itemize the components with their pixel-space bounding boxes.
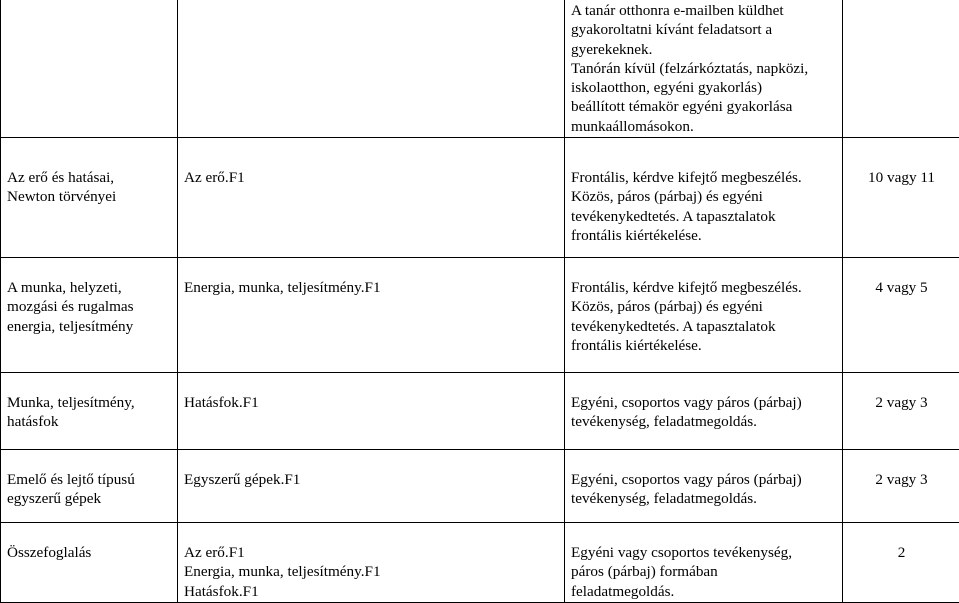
topic-cell	[1, 450, 178, 523]
cell-line: tevékenykedtetés. A tapasztalatok	[571, 207, 836, 226]
method-cell	[565, 523, 843, 603]
cell-line: Hatásfok.F1	[184, 582, 558, 601]
table-row	[1, 373, 959, 450]
cell-line: Az erő.F1	[184, 168, 558, 187]
cell-line: Egyéni vagy csoportos tevékenység,	[571, 543, 836, 562]
topic-cell	[1, 258, 178, 373]
file-cell	[178, 450, 565, 523]
method-cell	[565, 0, 843, 138]
topic-cell	[1, 0, 178, 138]
file-cell	[178, 138, 565, 258]
cell-line: energia, teljesítmény	[7, 317, 171, 336]
topic-cell	[1, 373, 178, 450]
cell-line: frontális kiértékelése.	[571, 336, 836, 355]
hours-cell: 2 vagy 3	[843, 373, 959, 450]
file-cell	[178, 373, 565, 450]
cell-line: Közös, páros (párbaj) és egyéni	[571, 297, 836, 316]
cell-line: tevékenység, feladatmegoldás.	[571, 412, 836, 431]
hours-cell: 2	[843, 523, 959, 603]
cell-line: Az erő.F1	[184, 543, 558, 562]
cell-line: gyerekeknek.	[571, 40, 836, 59]
topic-cell	[1, 138, 178, 258]
cell-line: Összefoglalás	[7, 543, 171, 562]
hours-cell	[843, 0, 959, 138]
cell-line: A tanár otthonra e-mailben küldhet	[571, 1, 836, 20]
cell-line: Egyéni, csoportos vagy páros (párbaj)	[571, 393, 836, 412]
cell-line: egyszerű gépek	[7, 489, 171, 508]
cell-line: Newton törvényei	[7, 187, 171, 206]
cell-line: frontális kiértékelése.	[571, 226, 836, 245]
cell-line: mozgási és rugalmas	[7, 297, 171, 316]
table-body	[1, 0, 959, 603]
method-cell	[565, 373, 843, 450]
hours-cell: 4 vagy 5	[843, 258, 959, 373]
cell-line: Az erő és hatásai,	[7, 168, 171, 187]
cell-line: Tanórán kívül (felzárkóztatás, napközi,	[571, 59, 836, 78]
cell-line: beállított témakör egyéni gyakorlása	[571, 97, 836, 116]
table-row	[1, 0, 959, 138]
file-cell	[178, 258, 565, 373]
hours-cell: 10 vagy 11	[843, 138, 959, 258]
table-row	[1, 258, 959, 373]
cell-line: Egyszerű gépek.F1	[184, 470, 558, 489]
table-row	[1, 138, 959, 258]
cell-line: Frontális, kérdve kifejtő megbeszélés.	[571, 168, 836, 187]
cell-line: iskolaotthon, egyéni gyakorlás)	[571, 78, 836, 97]
cell-line: hatásfok	[7, 412, 171, 431]
topic-cell	[1, 523, 178, 603]
cell-line: Energia, munka, teljesítmény.F1	[184, 562, 558, 581]
table-row	[1, 523, 959, 603]
cell-line: Egyéni, csoportos vagy páros (párbaj)	[571, 470, 836, 489]
cell-line: Hatásfok.F1	[184, 393, 558, 412]
table-row	[1, 450, 959, 523]
cell-line: munkaállomásokon.	[571, 117, 836, 136]
cell-line: páros (párbaj) formában	[571, 562, 836, 581]
file-cell	[178, 0, 565, 138]
cell-line: Energia, munka, teljesítmény.F1	[184, 278, 558, 297]
cell-line: Közös, páros (párbaj) és egyéni	[571, 187, 836, 206]
method-cell	[565, 450, 843, 523]
cell-line: Frontális, kérdve kifejtő megbeszélés.	[571, 278, 836, 297]
cell-line: tevékenykedtetés. A tapasztalatok	[571, 317, 836, 336]
cell-line: Emelő és lejtő típusú	[7, 470, 171, 489]
file-cell	[178, 523, 565, 603]
method-cell	[565, 258, 843, 373]
cell-line: gyakoroltatni kívánt feladatsort a	[571, 20, 836, 39]
method-cell	[565, 138, 843, 258]
cell-line: tevékenység, feladatmegoldás.	[571, 489, 836, 508]
cell-line: feladatmegoldás.	[571, 582, 836, 601]
cell-line: Munka, teljesítmény,	[7, 393, 171, 412]
cell-line: A munka, helyzeti,	[7, 278, 171, 297]
hours-cell: 2 vagy 3	[843, 450, 959, 523]
